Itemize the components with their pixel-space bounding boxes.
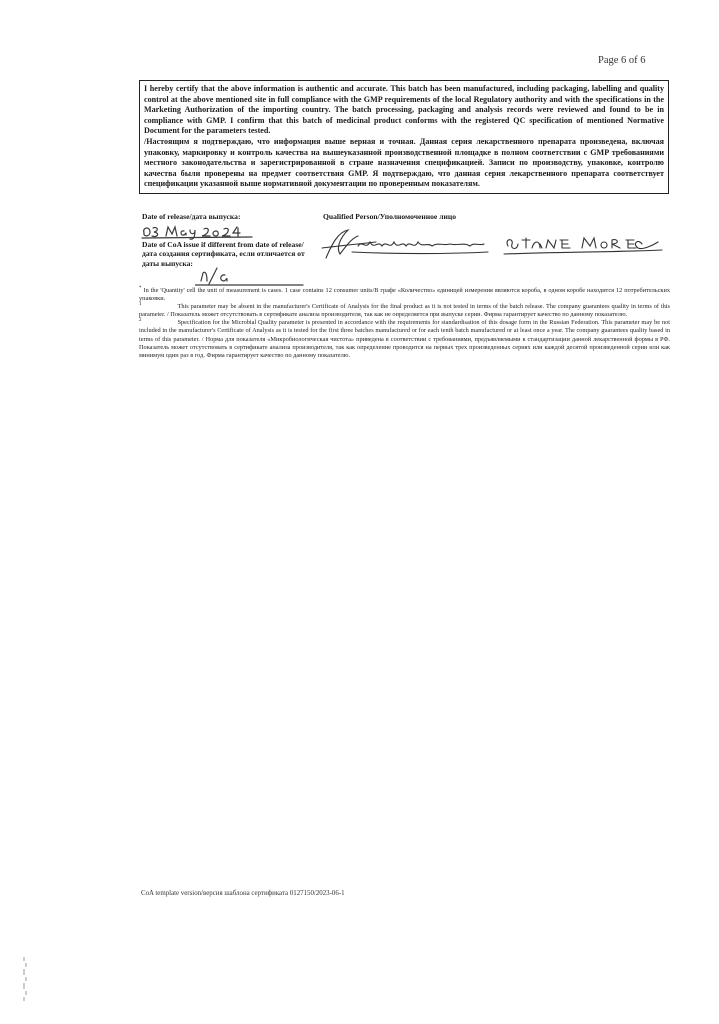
scan-margin-mark bbox=[23, 955, 28, 1003]
footnote-quantity: * In the 'Quantity' cell the unit of measurement is cases. 1 case contains 12 consumer units/В графе «Количество» единицей измерения являются коробa, в одном коробе находится 12 потребительских упаковки. bbox=[139, 285, 671, 303]
release-date-handwritten bbox=[140, 222, 260, 240]
release-date-handwriting-icon bbox=[140, 222, 260, 240]
certification-text-en: I hereby certify that the above information is authentic and accurate. This batch has been manufactured, including packaging, labelling and quality control at the above mentioned site in full compliance with the GMP requirements of the local Regulatory authority and with the specifications in the Marketing Authorization of the importing country. The batch processing, packaging and analysis records were reviewed and found to be in compliance with GMP. I confirm that this batch of medicinal product conforms with the registered QC specification of mentioned Normative Document for the parameters tested. bbox=[144, 84, 664, 136]
footnote-marker: 1 bbox=[139, 302, 142, 308]
scan-artifact-icon bbox=[23, 955, 28, 1003]
qualified-person-signature bbox=[318, 224, 670, 262]
release-date-label: Date of release/дата выпуска: bbox=[142, 212, 241, 221]
footnote-batch-release: $^1$ This parameter may be absent in the manufacturer's Certificate of Analysis for the final product as it is not tested in terms of the batch release. The company guarantees quality in terms of this parameter. / Показатель может отсутствовать в сертификате анализа производителя, так как не определяется при выпуске серии. Фирма гарантирует качество по данному показателю. bbox=[139, 302, 670, 319]
coa-na-handwriting-icon bbox=[195, 265, 305, 287]
signature-icon bbox=[318, 224, 670, 262]
footnotes bbox=[139, 287, 670, 360]
template-version-footer: CoA template version/версия шаблона сертификата 0127150/2023-06-1 bbox=[141, 890, 345, 897]
footnote-marker: 2 bbox=[139, 318, 142, 324]
page-number: Page 6 of 6 bbox=[598, 55, 646, 66]
coa-issue-date-label: Date of CoA issue if different from date of release/дата создания сертификата, если отличается от даты выпуска: bbox=[142, 240, 305, 268]
certification-statement-box bbox=[139, 80, 669, 194]
certification-text-ru: /Настоящим я подтверждаю, что информация выше верная и точная. Данная серия лекарственного препарата произведена, включая упаковку, маркировку и контроль качества на вышеуказанной производственной площадке в полном соответствии с GMP требованиями местного законодательства и зарегистрированной в стране назначения спецификацией. Записи по производству, упаковке, контролю качества были проверены на предмет соответствия GMP. Я подтверждаю, что данная серия лекарственного препарата соответствует спецификации указанной выше нормативной документации по проверенным показателям. bbox=[144, 136, 664, 189]
qualified-person-label: Qualified Person/Уполномоченное лицо bbox=[323, 212, 457, 221]
footnote-microbial-quality: $^2$ Specification for the Microbial Quality parameter is presented in accordance with the requirements for standardisation of this dosage form in the Russian Federation. This parameter may be not included in the manufacturer's Certificate of Analysis as it is tested for the first three batches manufactured or for each tenth batch manufactured or at least once a year. The company guarantees quality based in terms of this parameter. / Норма для показателя «Микробиологическая чистота» приведена в соответствии с требованиями, предъявляемыми к стандартизации данной лекарственной формы в РФ. Показатель может отсутствовать в сертификате анализа производителя, так как определение проводится на первых трех произведенных сериях или каждой десятой произведенной серии или как минимум один раз в год. Фирма гарантирует качество по данному показателю. bbox=[139, 318, 670, 359]
footnote-marker: * bbox=[139, 285, 142, 291]
coa-issue-date-handwritten bbox=[195, 265, 305, 287]
